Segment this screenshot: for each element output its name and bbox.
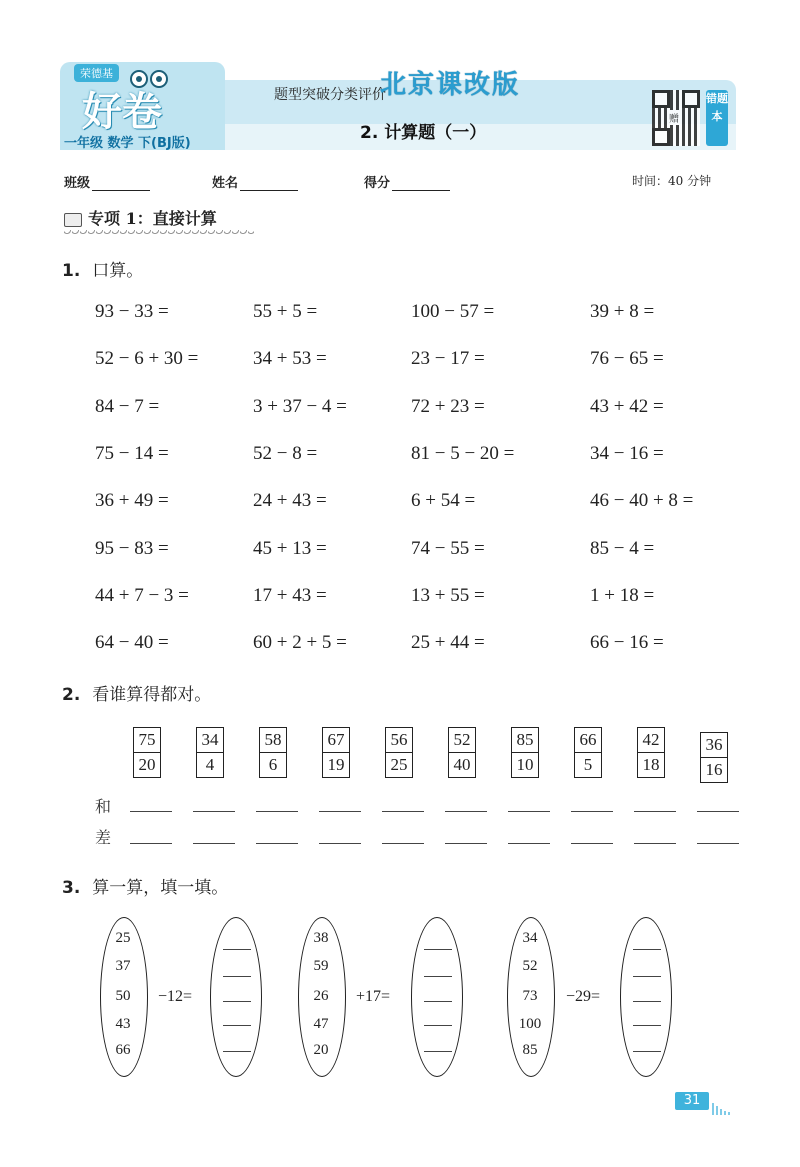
answer-oval [411, 917, 463, 1077]
pair-bottom-number: 25 [386, 752, 412, 777]
pair-top-number: 75 [138, 730, 156, 749]
diff-answer-blank[interactable] [697, 842, 739, 844]
oral-calc-problem[interactable]: 3 + 37 − 4 = [253, 396, 347, 417]
class-blank[interactable] [92, 178, 150, 191]
diff-answer-blank[interactable] [445, 842, 487, 844]
oral-calc-problem[interactable]: 46 − 40 + 8 = [590, 490, 694, 511]
diff-answer-blank[interactable] [634, 842, 676, 844]
diff-answer-blank[interactable] [130, 842, 172, 844]
oral-calc-problem[interactable]: 24 + 43 = [253, 490, 327, 511]
oval-number: 34 [522, 930, 538, 946]
pair-bottom-number: 40 [449, 752, 475, 777]
sum-answer-blank[interactable] [571, 810, 613, 812]
sum-answer-blank[interactable] [319, 810, 361, 812]
oral-calc-problem[interactable]: 84 − 7 = [95, 396, 160, 417]
pair-bottom-number: 18 [638, 752, 664, 777]
answer-blank[interactable] [223, 976, 251, 977]
oral-calc-problem[interactable]: 74 − 55 = [411, 538, 485, 559]
oral-calc-problem[interactable]: 55 + 5 = [253, 301, 318, 322]
oval-number: 25 [115, 930, 131, 946]
oval-number: 100 [518, 1016, 542, 1032]
number-pair-box [259, 727, 287, 778]
pair-top-number: 66 [579, 730, 597, 749]
sum-answer-blank[interactable] [697, 810, 739, 812]
series-title: 题型突破分类评价 [274, 87, 386, 103]
diff-answer-blank[interactable] [571, 842, 613, 844]
edition-title: 北京课改版 [380, 70, 521, 100]
diff-answer-blank[interactable] [508, 842, 550, 844]
error-book-tag[interactable]: 错题本 [706, 90, 728, 146]
oral-calc-problem[interactable]: 17 + 43 = [253, 585, 327, 606]
oral-calc-problem[interactable]: 66 − 16 = [590, 632, 664, 653]
answer-blank[interactable] [223, 1051, 251, 1052]
oral-calc-problem[interactable]: 93 − 33 = [95, 301, 169, 322]
class-label: 班级 [64, 176, 91, 191]
oral-calc-problem[interactable]: 13 + 55 = [411, 585, 485, 606]
pair-top-number: 42 [642, 730, 660, 749]
oral-calc-problem[interactable]: 25 + 44 = [411, 632, 485, 653]
oral-calc-problem[interactable]: 72 + 23 = [411, 396, 485, 417]
oral-calc-problem[interactable]: 100 − 57 = [411, 301, 495, 322]
oral-calc-problem[interactable]: 95 − 83 = [95, 538, 169, 559]
oral-calc-problem[interactable]: 39 + 8 = [590, 301, 655, 322]
oval-number: 43 [115, 1016, 131, 1032]
oral-calc-problem[interactable]: 76 − 65 = [590, 348, 664, 369]
oral-calc-problem[interactable]: 60 + 2 + 5 = [253, 632, 347, 653]
name-blank[interactable] [240, 178, 298, 191]
answer-blank[interactable] [424, 949, 452, 950]
oral-calc-problem[interactable]: 1 + 18 = [590, 585, 655, 606]
oral-calc-problem[interactable]: 36 + 49 = [95, 490, 169, 511]
number-pair-box [637, 727, 665, 778]
oval-number: 38 [313, 930, 329, 946]
pair-top-number: 58 [264, 730, 282, 749]
score-blank[interactable] [392, 178, 450, 191]
operation-label: +17= [356, 988, 391, 1005]
answer-blank[interactable] [223, 1001, 251, 1002]
question-number: 2. [62, 685, 81, 705]
oral-calc-problem[interactable]: 6 + 54 = [411, 490, 476, 511]
topic-heading [64, 206, 217, 229]
sum-label: 和 [95, 797, 112, 816]
oral-calc-problem[interactable]: 43 + 42 = [590, 396, 664, 417]
pair-top-number: 52 [453, 730, 471, 749]
oval-number: 20 [313, 1042, 329, 1058]
diff-label: 差 [95, 828, 112, 847]
answer-blank[interactable] [424, 976, 452, 977]
answer-blank[interactable] [424, 1025, 452, 1026]
pair-bottom-number: 20 [134, 752, 160, 777]
answer-blank[interactable] [633, 1025, 661, 1026]
pair-bottom-number: 19 [323, 752, 349, 777]
logo-box [60, 62, 225, 150]
number-pair-box [700, 732, 728, 783]
sum-answer-blank[interactable] [193, 810, 235, 812]
pair-bottom-number: 16 [701, 757, 727, 782]
topic-text: 专项 1：直接计算 [88, 209, 217, 228]
book-stack-icon [64, 213, 82, 227]
answer-oval [620, 917, 672, 1077]
sum-answer-blank[interactable] [445, 810, 487, 812]
oval-number: 37 [115, 958, 131, 974]
oral-calc-problem[interactable]: 44 + 7 − 3 = [95, 585, 189, 606]
answer-blank[interactable] [424, 1001, 452, 1002]
qr-label: 赠 [668, 110, 680, 125]
answer-blank[interactable] [633, 1001, 661, 1002]
time-limit: 时间：40 分钟 [632, 174, 712, 188]
answer-blank[interactable] [633, 1051, 661, 1052]
answer-blank[interactable] [223, 1025, 251, 1026]
logo-text: 好卷 [82, 88, 162, 135]
oval-number: 73 [522, 988, 538, 1004]
pair-bottom-number: 5 [575, 752, 601, 777]
question-prompt: 算一算，填一填。 [92, 878, 229, 898]
name-label: 姓名 [212, 176, 239, 191]
sum-answer-blank[interactable] [508, 810, 550, 812]
oval-number: 26 [313, 988, 329, 1004]
diff-answer-blank[interactable] [193, 842, 235, 844]
number-pair-box [574, 727, 602, 778]
question-1-heading [62, 256, 143, 281]
oral-calc-problem[interactable]: 23 − 17 = [411, 348, 485, 369]
brand-name: 荣德基 [74, 64, 119, 82]
oral-calc-problem[interactable]: 34 + 53 = [253, 348, 327, 369]
topic-underline [64, 230, 254, 234]
sum-answer-blank[interactable] [256, 810, 298, 812]
question-number: 1. [62, 261, 81, 281]
operation-label: −29= [566, 988, 601, 1005]
pair-bottom-number: 4 [197, 752, 223, 777]
oval-number: 52 [522, 958, 538, 974]
pair-bottom-number: 6 [260, 752, 286, 777]
oral-calc-problem[interactable]: 52 − 8 = [253, 443, 318, 464]
oral-calc-problem[interactable]: 45 + 13 = [253, 538, 327, 559]
oral-calc-problem[interactable]: 85 − 4 = [590, 538, 655, 559]
number-pair-box [322, 727, 350, 778]
pair-bottom-number: 10 [512, 752, 538, 777]
page-bars-decoration [712, 1096, 732, 1115]
class-field[interactable] [64, 172, 150, 191]
number-pair-box [133, 727, 161, 778]
page-header [60, 62, 736, 152]
score-label: 得分 [364, 176, 391, 191]
pair-top-number: 36 [705, 735, 723, 754]
question-prompt: 看谁算得都对。 [92, 685, 212, 705]
answer-blank[interactable] [223, 949, 251, 950]
oval-number: 66 [115, 1042, 131, 1058]
oral-calc-problem[interactable]: 64 − 40 = [95, 632, 169, 653]
score-field[interactable] [364, 172, 450, 191]
operation-label: −12= [158, 988, 193, 1005]
oval-number: 85 [522, 1042, 538, 1058]
question-prompt: 口算。 [92, 261, 144, 281]
oval-number: 47 [313, 1016, 329, 1032]
name-field[interactable] [212, 172, 298, 191]
pair-top-number: 56 [390, 730, 408, 749]
page-number: 31 [675, 1092, 709, 1110]
answer-blank[interactable] [633, 976, 661, 977]
answer-blank[interactable] [633, 949, 661, 950]
sum-answer-blank[interactable] [382, 810, 424, 812]
question-number: 3. [62, 878, 81, 898]
question-2-heading [62, 680, 211, 705]
number-pair-box [196, 727, 224, 778]
answer-blank[interactable] [424, 1051, 452, 1052]
qr-code-icon[interactable] [652, 90, 700, 146]
oval-number: 59 [313, 958, 329, 974]
page-title: 2. 计算题（一） [360, 123, 487, 143]
answer-oval [210, 917, 262, 1077]
oral-calc-problem[interactable]: 75 − 14 = [95, 443, 169, 464]
pair-top-number: 34 [201, 730, 219, 749]
grade-label: 一年级 数学 下(BJ版) [64, 136, 191, 151]
number-pair-box [511, 727, 539, 778]
oral-calc-problem[interactable]: 52 − 6 + 30 = [95, 348, 199, 369]
diff-answer-blank[interactable] [319, 842, 361, 844]
diff-answer-blank[interactable] [256, 842, 298, 844]
number-pair-box [448, 727, 476, 778]
oral-calc-problem[interactable]: 34 − 16 = [590, 443, 664, 464]
sum-answer-blank[interactable] [634, 810, 676, 812]
pair-top-number: 85 [516, 730, 534, 749]
oral-calc-problem[interactable]: 81 − 5 − 20 = [411, 443, 515, 464]
number-pair-box [385, 727, 413, 778]
sum-answer-blank[interactable] [130, 810, 172, 812]
pair-top-number: 67 [327, 730, 345, 749]
oval-number: 50 [115, 988, 131, 1004]
diff-answer-blank[interactable] [382, 842, 424, 844]
question-3-heading [62, 873, 228, 898]
